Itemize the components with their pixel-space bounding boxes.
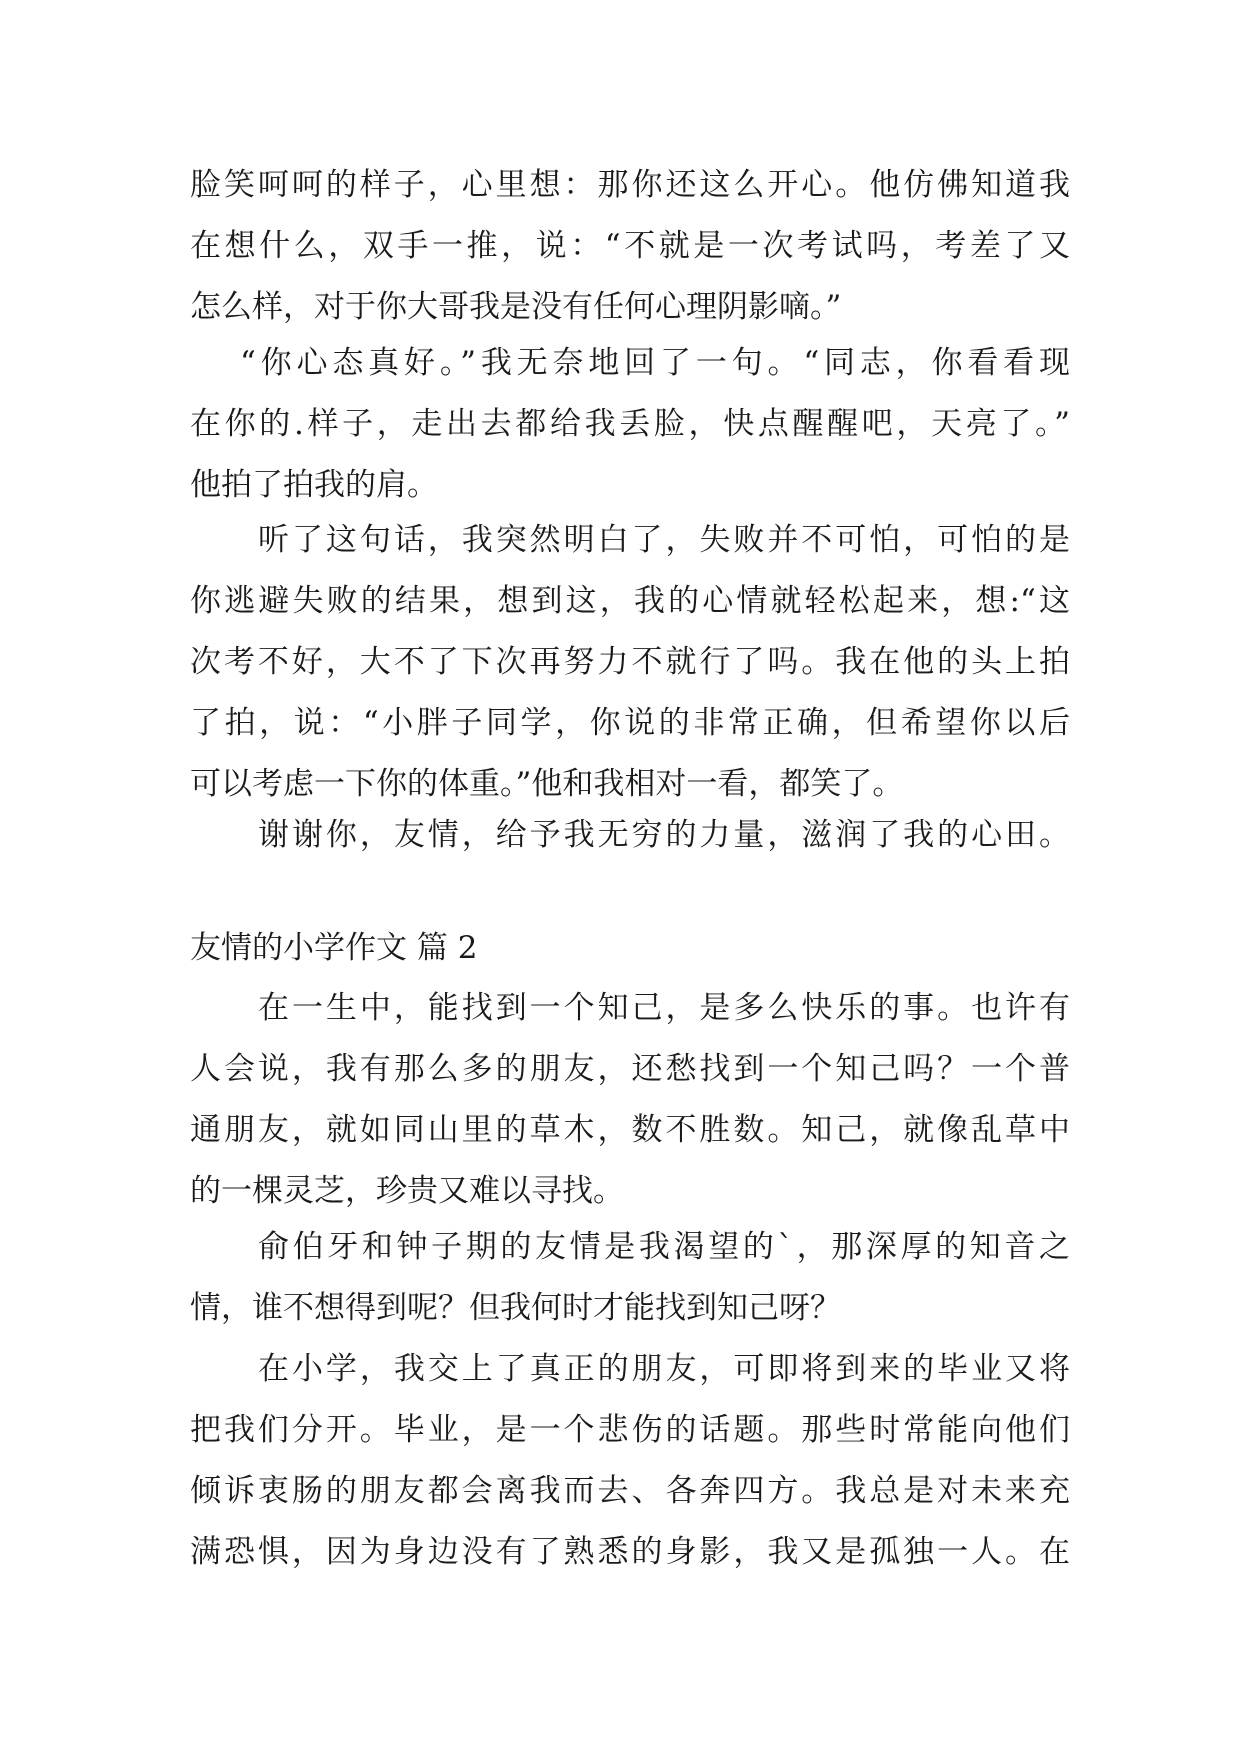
- text-line: 在你的.样子，走出去都给我丢脸，快点醒醒吧，天亮了。”: [190, 406, 1070, 442]
- text-line: 满恐惧，因为身边没有了熟悉的身影，我又是孤独一人。在: [190, 1534, 1070, 1570]
- text-line: 次考不好，大不了下次再努力不就行了吗。我在他的头上拍: [190, 644, 1070, 680]
- section-heading: 友情的小学作文 篇 2: [190, 930, 478, 966]
- text-line: 你逃避失败的结果，想到这，我的心情就轻松起来，想:“这: [190, 583, 1070, 619]
- text-line: 在小学，我交上了真正的朋友，可即将到来的毕业又将: [258, 1351, 1070, 1387]
- text-line: 情，谁不想得到呢？但我何时才能找到知己呀？: [190, 1290, 841, 1326]
- text-line: 可以考虑一下你的体重。”他和我相对一看，都笑了。: [190, 766, 904, 802]
- paragraph-1: [190, 155, 1070, 338]
- text-line: 在想什么，双手一推，说：“不就是一次考试吗，考差了又: [190, 228, 1070, 264]
- text-line: 的一棵灵芝，珍贵又难以寻找。: [190, 1173, 624, 1209]
- text-line: 听了这句话，我突然明白了，失败并不可怕，可怕的是: [258, 522, 1070, 558]
- text-line: 脸笑呵呵的样子，心里想：那你还这么开心。他仿佛知道我: [190, 167, 1070, 203]
- text-line: 倾诉衷肠的朋友都会离我而去、各奔四方。我总是对未来充: [190, 1473, 1070, 1509]
- text-line: 人会说，我有那么多的朋友，还愁找到一个知己吗？一个普: [190, 1051, 1070, 1087]
- text-line: 在一生中，能找到一个知己，是多么快乐的事。也许有: [258, 990, 1070, 1026]
- paragraph-3: [190, 510, 1070, 815]
- text-line: 把我们分开。毕业，是一个悲伤的话题。那些时常能向他们: [190, 1412, 1070, 1448]
- text-line: 怎么样，对于你大哥我是没有任何心理阴影嘀。”: [190, 289, 842, 325]
- paragraph-7: [190, 1339, 1070, 1583]
- text-line: 了拍，说：“小胖子同学，你说的非常正确，但希望你以后: [190, 705, 1070, 741]
- paragraph-6: [190, 1217, 1070, 1339]
- paragraph-2: [190, 333, 1070, 516]
- text-line: 他拍了拍我的肩。: [190, 467, 438, 503]
- paragraph-4: [190, 805, 1070, 866]
- text-line: 通朋友，就如同山里的草木，数不胜数。知己，就像乱草中: [190, 1112, 1070, 1148]
- paragraph-5: [190, 978, 1070, 1222]
- text-line: 俞伯牙和钟子期的友情是我渴望的`，那深厚的知音之: [258, 1229, 1070, 1265]
- text-line: “你心态真好。”我无奈地回了一句。“同志，你看看现: [240, 345, 1070, 381]
- text-line: 谢谢你，友情，给予我无穷的力量，滋润了我的心田。: [258, 817, 1070, 853]
